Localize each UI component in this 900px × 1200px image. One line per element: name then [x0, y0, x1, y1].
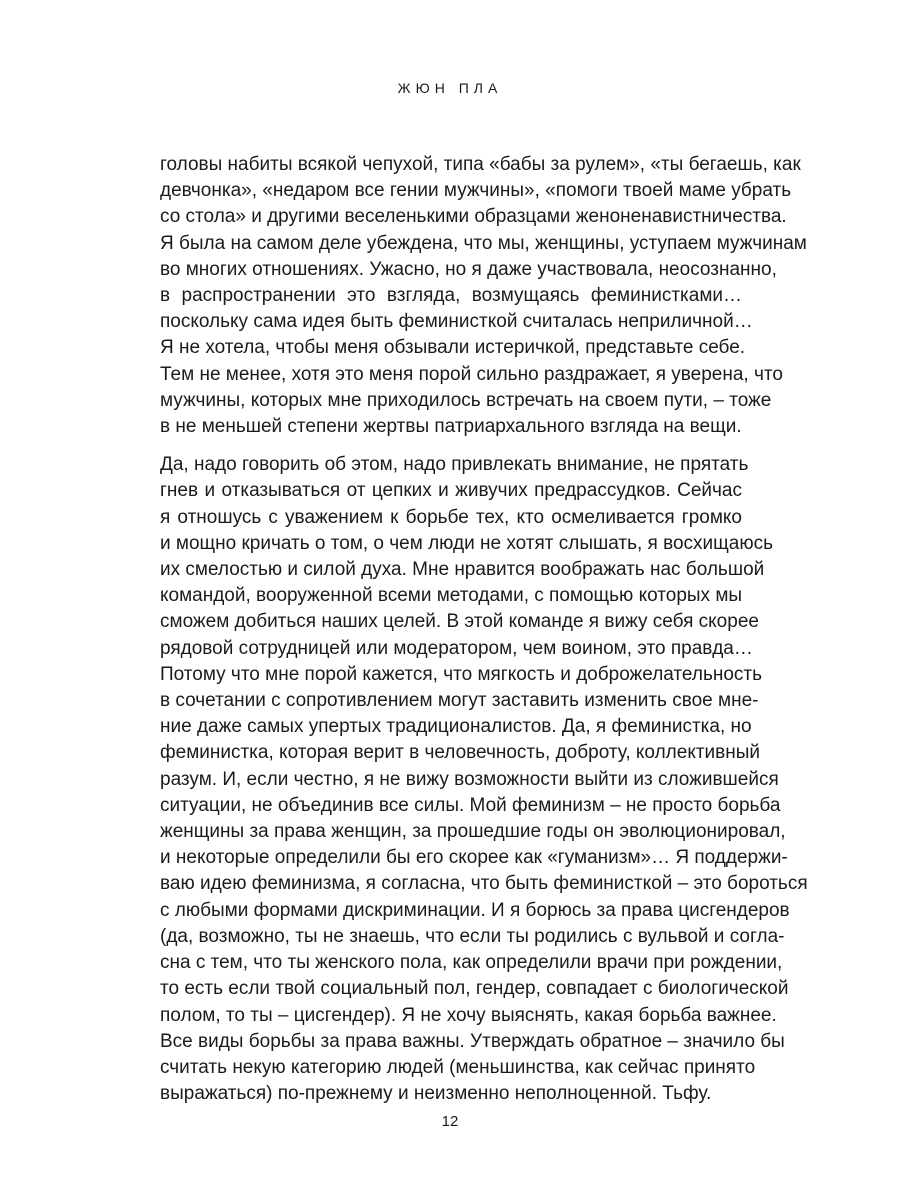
text-line: ситуации, не объединив все силы. Мой феминизм – не просто борьба — [160, 794, 781, 816]
text-line: Потому что мне порой кажется, что мягкость и доброжелательность — [160, 663, 762, 685]
text-line: полом, то ты – цисгендер). Я не хочу выяснять, какая борьба важнее. — [160, 1004, 777, 1026]
body-text — [160, 152, 808, 1107]
text-line: командой, вооруженной всеми методами, с помощью которых мы — [160, 585, 743, 607]
paragraph-1 — [160, 152, 807, 440]
text-line: и мощно кричать о том, о чем люди не хотят слышать, я восхищаюсь — [160, 532, 774, 554]
text-line: женщины за права женщин, за прошедшие годы он эволюционировал, — [160, 821, 786, 843]
text-line: Я не хотела, чтобы меня обзывали истеричкой, представьте себе. — [160, 337, 746, 359]
text-line: в распространении это взгляда, возмущаясь феминистками… — [160, 285, 742, 307]
text-line: их смелостью и силой духа. Мне нравится воображать нас большой — [160, 559, 765, 581]
text-line: и некоторые определили бы его скорее как «гуманизм»… Я поддержи- — [160, 847, 788, 869]
text-line: головы набиты всякой чепухой, типа «бабы за рулем», «ты бегаешь, как — [160, 154, 801, 175]
paragraph-2 — [160, 452, 808, 1107]
text-line: Тем не менее, хотя это меня порой сильно раздражает, я уверена, что — [160, 363, 783, 385]
text-line: считать некую категорию людей (меньшинства, как сейчас принято — [160, 1056, 756, 1078]
text-line: выражаться) по-прежнему и неизменно неполноценной. Тьфу. — [160, 1083, 712, 1105]
text-line: в сочетании с сопротивлением могут заставить изменить свое мне- — [160, 690, 759, 712]
text-line: с любыми формами дискриминации. И я борюсь за права цисгендеров — [160, 899, 790, 921]
text-line: поскольку сама идея быть феминисткой считалась неприличной… — [160, 311, 753, 333]
text-line: девчонка», «недаром все гении мужчины», «помоги твоей маме убрать — [160, 180, 792, 202]
page-number: 12 — [441, 1113, 459, 1130]
text-line: я отношусь с уважением к борьбе тех, кто осмеливается громко — [160, 506, 742, 528]
text-line: сможем добиться наших целей. В этой команде я вижу себя скорее — [160, 611, 759, 633]
text-line: во многих отношениях. Ужасно, но я даже участвовала, неосознанно, — [160, 258, 777, 280]
text-line: ваю идею феминизма, я согласна, что быть феминисткой – это бороться — [160, 873, 808, 895]
text-line: Да, надо говорить об этом, надо привлекать внимание, не прятать — [160, 454, 749, 476]
text-line: в не меньшей степени жертвы патриархального взгляда на вещи. — [160, 416, 742, 438]
text-line: сна с тем, что ты женского пола, как определили врачи при рождении, — [160, 952, 783, 974]
text-line: (да, возможно, ты не знаешь, что если ты родились с вульвой и согла- — [160, 925, 785, 947]
text-line: Я была на самом деле убеждена, что мы, женщины, уступаем мужчинам — [160, 232, 807, 254]
running-head-author: ЖЮН ПЛА — [397, 80, 503, 96]
text-line: то есть если твой социальный пол, гендер, совпадает с биологической — [160, 978, 789, 1000]
text-line: феминистка, которая верит в человечность, доброту, коллективный — [160, 742, 761, 764]
text-line: Все виды борьбы за права важны. Утверждать обратное – значило бы — [160, 1030, 785, 1052]
text-line: рядовой сотрудницей или модератором, чем воином, это правда… — [160, 637, 753, 659]
text-line: со стола» и другими веселенькими образцами женоненавистничества. — [160, 206, 787, 228]
text-line: гнев и отказываться от цепких и живучих предрассудков. Сейчас — [160, 480, 742, 502]
text-line: ние даже самых упертых традиционалистов. Да, я феминистка, но — [160, 716, 752, 738]
text-line: мужчины, которых мне приходилось встречать на своем пути, – тоже — [160, 389, 772, 411]
text-line: разум. И, если честно, я не вижу возможности выйти из сложившейся — [160, 768, 779, 790]
